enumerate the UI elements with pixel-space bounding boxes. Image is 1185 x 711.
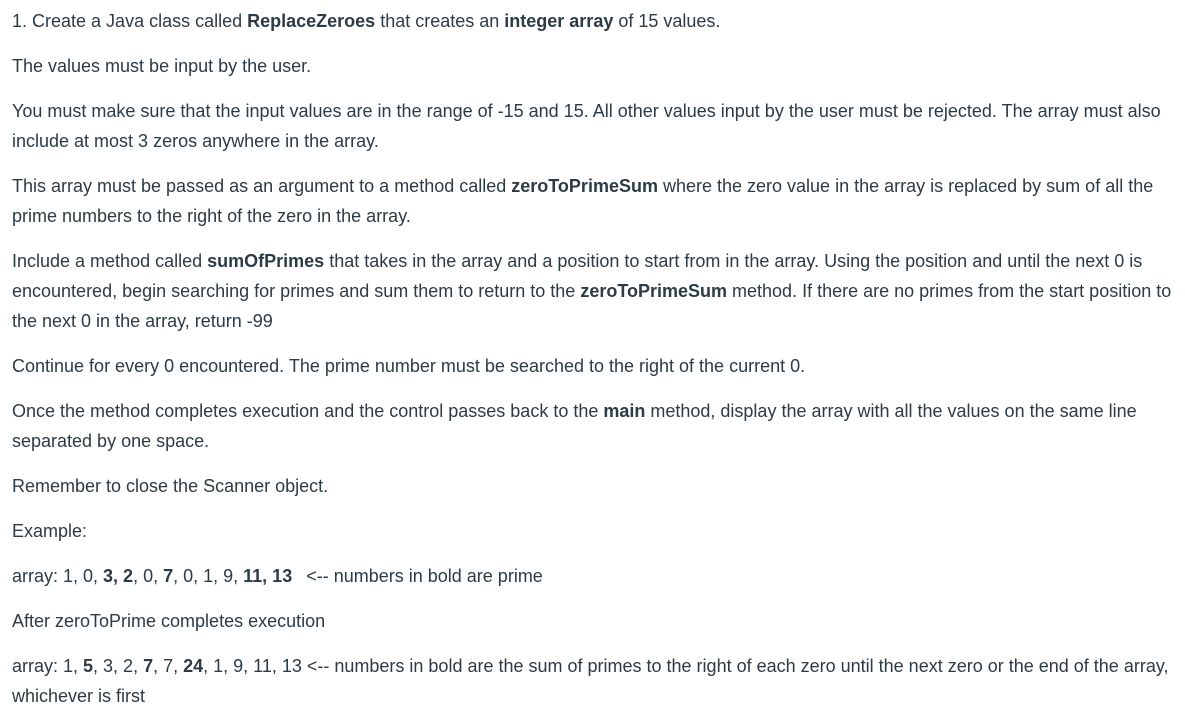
- prime-values: 11, 13: [243, 566, 293, 586]
- method-name: zeroToPrimeSum: [580, 281, 728, 301]
- prime-values: 7: [163, 566, 174, 586]
- method-name: sumOfPrimes: [207, 251, 325, 271]
- paragraph-example-output: [12, 651, 1180, 711]
- text: <-- numbers in bold are prime: [306, 566, 543, 586]
- text: where the zero value in the array is replaced by sum of all the prime numbers to the right of the zero in the array.: [12, 176, 1154, 226]
- text: array: 1,: [12, 656, 84, 676]
- text: method, display the array with all the values on the same line separated by one space.: [12, 401, 1137, 451]
- sum-value: 24: [183, 656, 204, 676]
- text: 1. Create a Java class called: [12, 11, 248, 31]
- paragraph-continue: Continue for every 0 encountered. The prime number must be searched to the right of the current 0.: [12, 356, 806, 376]
- text: that takes in the array and a position to start from in the array. Using the position and until the next 0 is encountered, begin searching for primes and sum them to return to the: [12, 251, 1143, 301]
- text: , 0,: [133, 566, 164, 586]
- text: This array must be passed as an argument to a method called: [12, 176, 512, 196]
- text: , 7,: [153, 656, 184, 676]
- paragraph-range-requirement: You must make sure that the input values are in the range of -15 and 15. All other values input by the user must be rejected. The array must also include at most 3 zeros anywhere in the array.: [12, 101, 1161, 151]
- paragraph-example-input: [12, 561, 1180, 591]
- array-type: integer array: [504, 11, 614, 31]
- text: that creates an: [375, 11, 505, 31]
- text: Include a method called: [12, 251, 208, 271]
- text: array: 1, 0,: [12, 566, 104, 586]
- text: Once the method completes execution and the control passes back to the: [12, 401, 604, 421]
- paragraph-zero-to-prime-sum: [12, 171, 1180, 231]
- text: of 15 values.: [613, 11, 721, 31]
- text: , 3, 2,: [93, 656, 144, 676]
- paragraph-task-statement: [12, 6, 1180, 36]
- method-name: zeroToPrimeSum: [511, 176, 658, 196]
- method-name: main: [603, 401, 646, 421]
- class-name: ReplaceZeroes: [247, 11, 376, 31]
- paragraph-after-execution: After zeroToPrime completes execution: [12, 611, 326, 631]
- paragraph-display-output: [12, 396, 1180, 456]
- prime-values: 3, 2: [103, 566, 134, 586]
- paragraph-example-heading: Example:: [12, 521, 88, 541]
- paragraph-input-requirement: The values must be input by the user.: [12, 56, 312, 76]
- sum-value: 7: [143, 656, 154, 676]
- sum-value: 5: [83, 656, 94, 676]
- paragraph-close-scanner: Remember to close the Scanner object.: [12, 476, 329, 496]
- paragraph-sum-of-primes: [12, 246, 1180, 336]
- text: method. If there are no primes from the start position to the next 0 in the array, return -99: [12, 281, 1172, 331]
- text: , 1, 9, 11, 13 <-- numbers in bold are the sum of primes to the right of each zero until the next zero or the end of the array, whichever is first: [12, 656, 1169, 706]
- text: , 0, 1, 9,: [173, 566, 244, 586]
